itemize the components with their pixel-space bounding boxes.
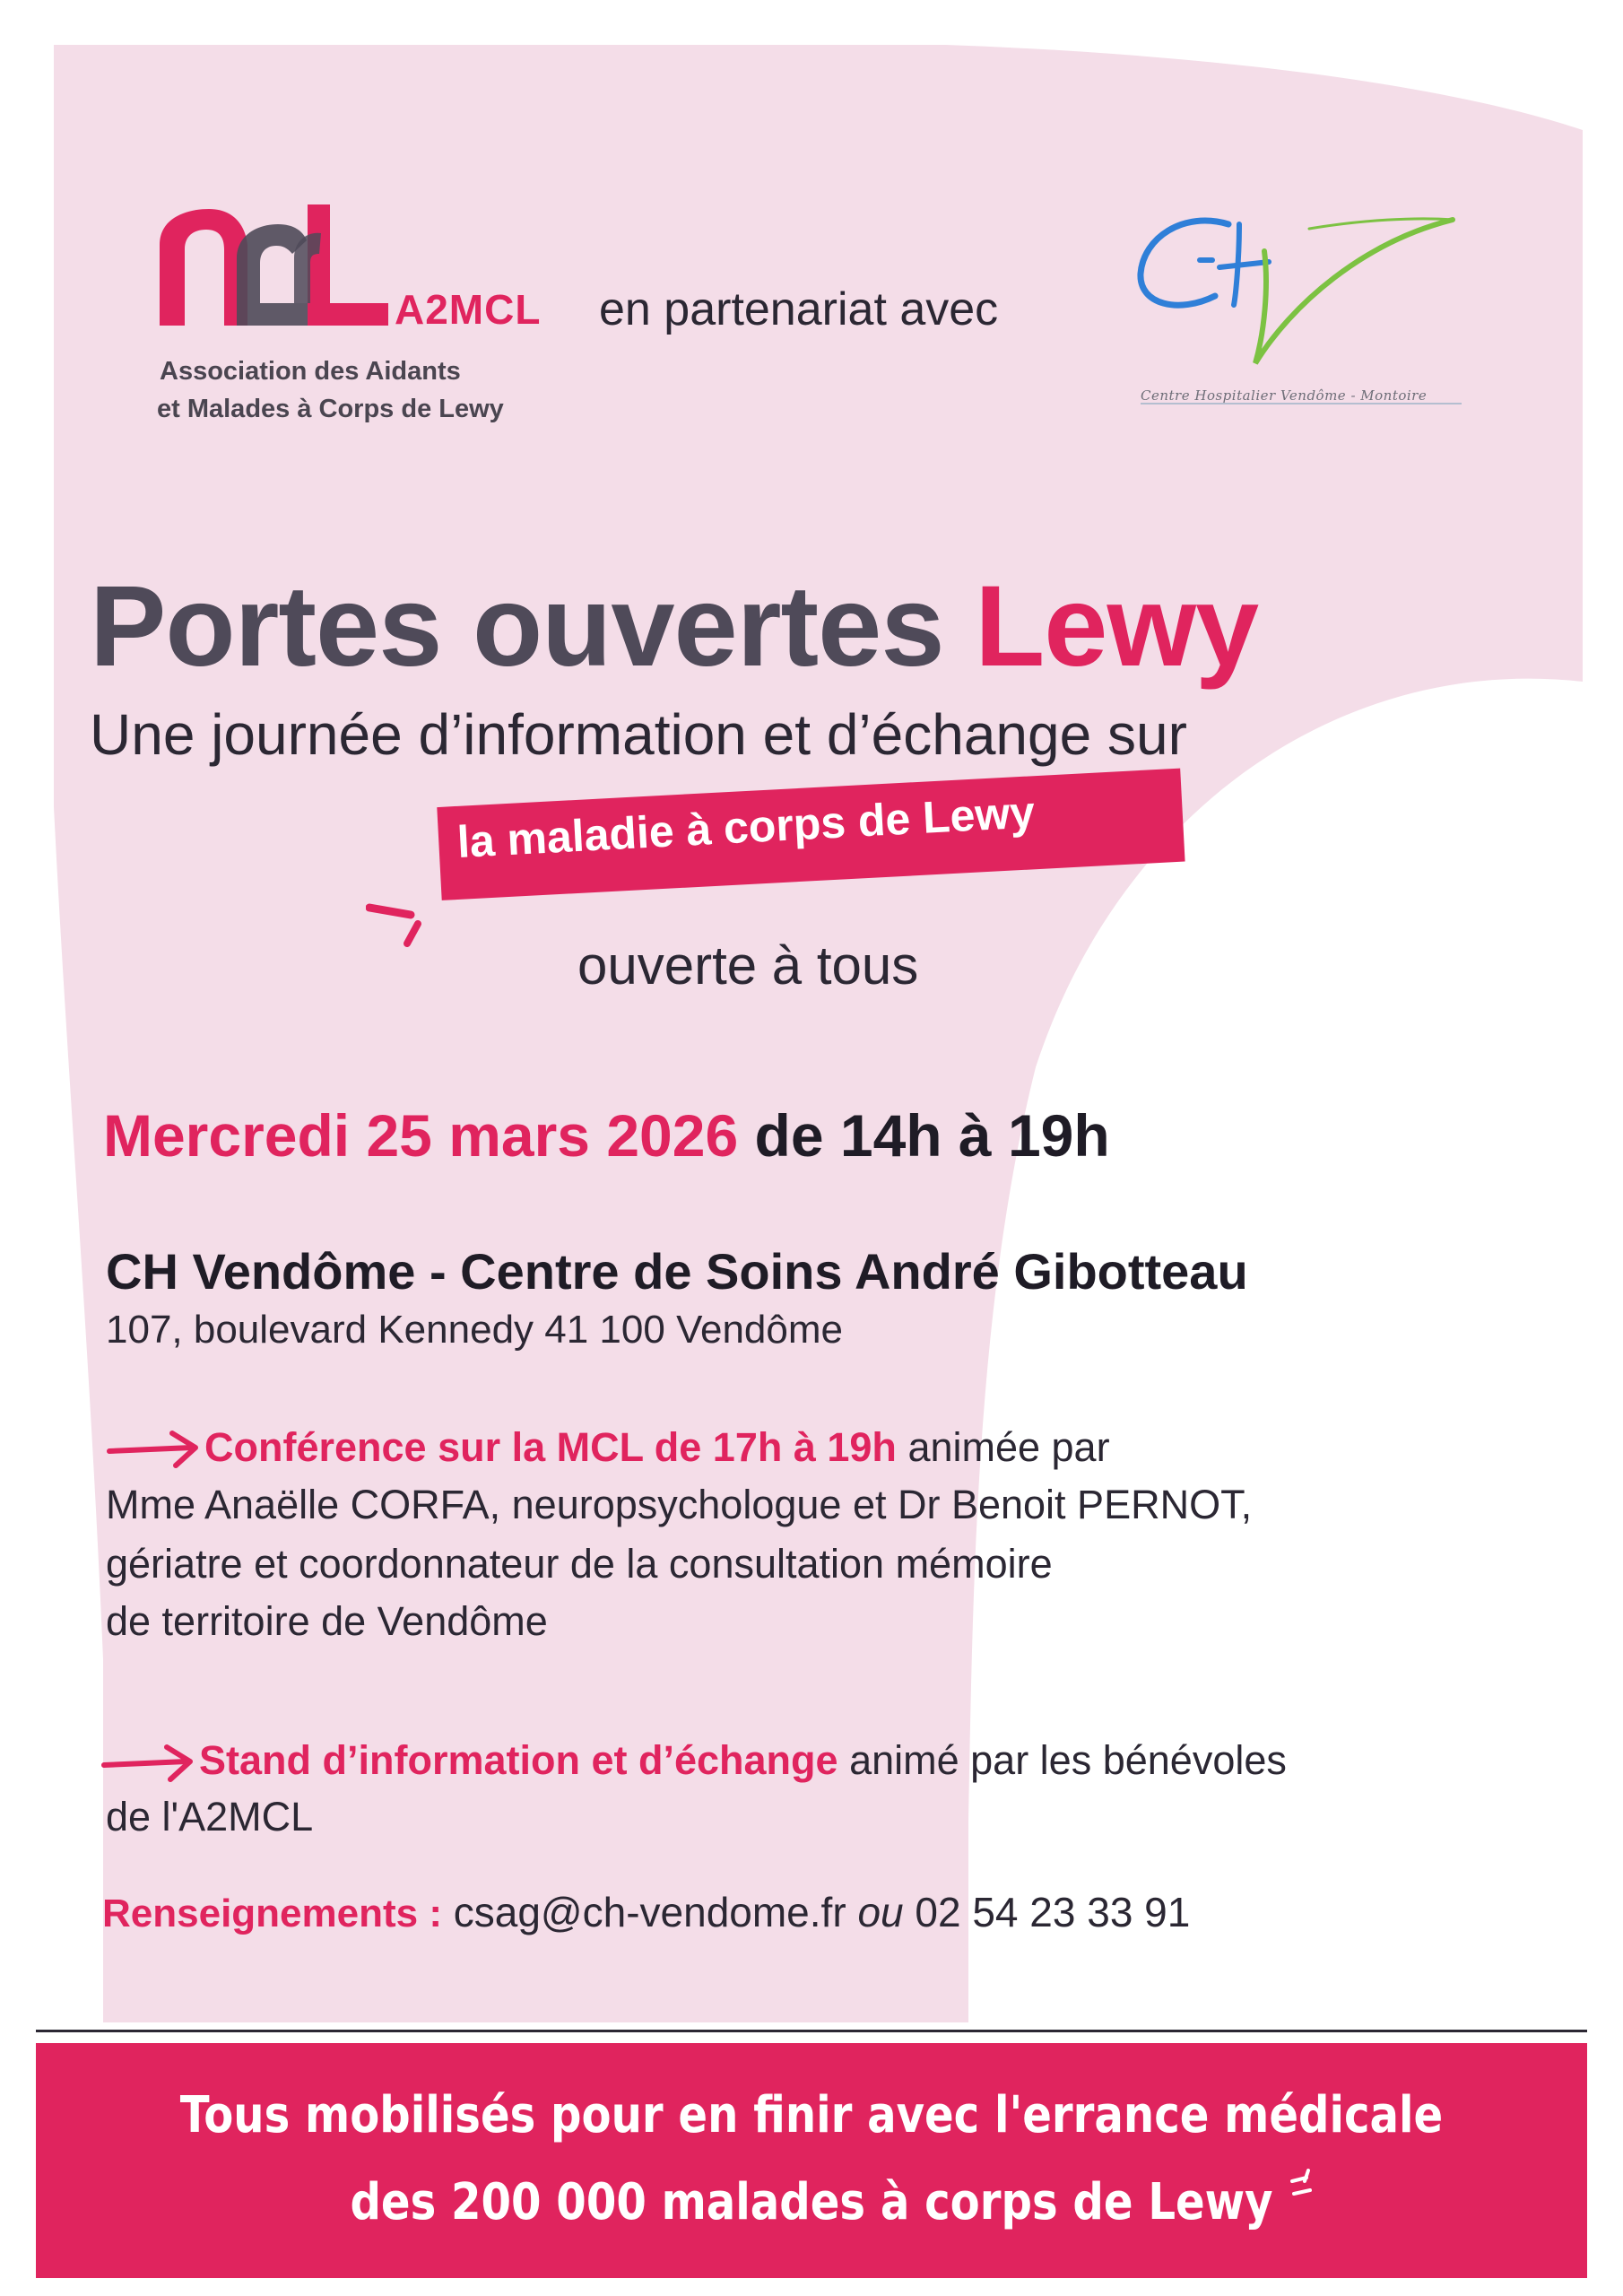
venue-address: 107, boulevard Kennedy 41 100 Vendôme bbox=[106, 1308, 843, 1352]
venue-name: CH Vendôme - Centre de Soins André Gibotteau bbox=[106, 1243, 1248, 1300]
conference-line3: gériatre et coordonnateur de la consultation mémoire bbox=[106, 1541, 1053, 1587]
footer-line2: des 200 000 malades à corps de Lewy bbox=[350, 2173, 1273, 2231]
footer-banner bbox=[36, 2043, 1587, 2278]
sparkle-icon bbox=[1287, 2169, 1332, 2213]
association-name-line1: Association des Aidants bbox=[160, 357, 461, 386]
title-accent: Lewy bbox=[975, 562, 1259, 691]
title-main: Portes ouvertes bbox=[90, 562, 944, 691]
event-date bbox=[103, 1101, 1110, 1170]
contact-email[interactable]: csag@ch-vendome.fr bbox=[453, 1889, 846, 1935]
stand-highlight: Stand d’information et d’échange bbox=[199, 1737, 838, 1783]
sparkle-icon bbox=[366, 897, 429, 951]
partner-caption: Centre Hospitalier Vendôme - Montoire bbox=[1141, 387, 1428, 404]
stand-line1 bbox=[199, 1737, 1287, 1784]
footer-divider bbox=[36, 2030, 1587, 2032]
stand-line2: de l'A2MCL bbox=[106, 1794, 314, 1839]
contact-line bbox=[102, 1888, 1190, 1936]
topic-badge: la maladie à corps de Lewy bbox=[456, 787, 1037, 867]
association-acronym: A2MCL bbox=[395, 286, 542, 333]
contact-phone[interactable]: 02 54 23 33 91 bbox=[915, 1889, 1191, 1935]
association-name-line2: et Malades à Corps de Lewy bbox=[157, 395, 504, 423]
arrow-right-icon bbox=[100, 1742, 199, 1787]
contact-label: Renseignements : bbox=[102, 1892, 442, 1935]
arrow-right-icon bbox=[106, 1428, 204, 1473]
page-title bbox=[90, 561, 1258, 692]
stand-rest: animé par les bénévoles bbox=[849, 1737, 1287, 1783]
a2mcl-logo bbox=[160, 204, 393, 330]
conference-line4: de territoire de Vendôme bbox=[106, 1598, 548, 1644]
open-to-all: ouverte à tous bbox=[577, 935, 919, 996]
conference-rest: animée par bbox=[907, 1424, 1110, 1470]
subtitle: Une journée d’information et d’échange sur bbox=[90, 702, 1187, 767]
conference-highlight: Conférence sur la MCL de 17h à 19h bbox=[204, 1424, 897, 1470]
partnership-text: en partenariat avec bbox=[599, 283, 999, 335]
conference-line1 bbox=[204, 1424, 1110, 1471]
conference-line2: Mme Anaëlle CORFA, neuropsychologue et Dr Benoit PERNOT, bbox=[106, 1482, 1253, 1527]
date-text: Mercredi 25 mars 2026 bbox=[103, 1102, 739, 1169]
time-text: de 14h à 19h bbox=[754, 1102, 1110, 1169]
footer-line1: Tous mobilisés pour en finir avec l'errance médicale bbox=[179, 2086, 1444, 2144]
contact-or: ou bbox=[857, 1889, 904, 1935]
chv-partner-logo bbox=[1130, 206, 1471, 413]
